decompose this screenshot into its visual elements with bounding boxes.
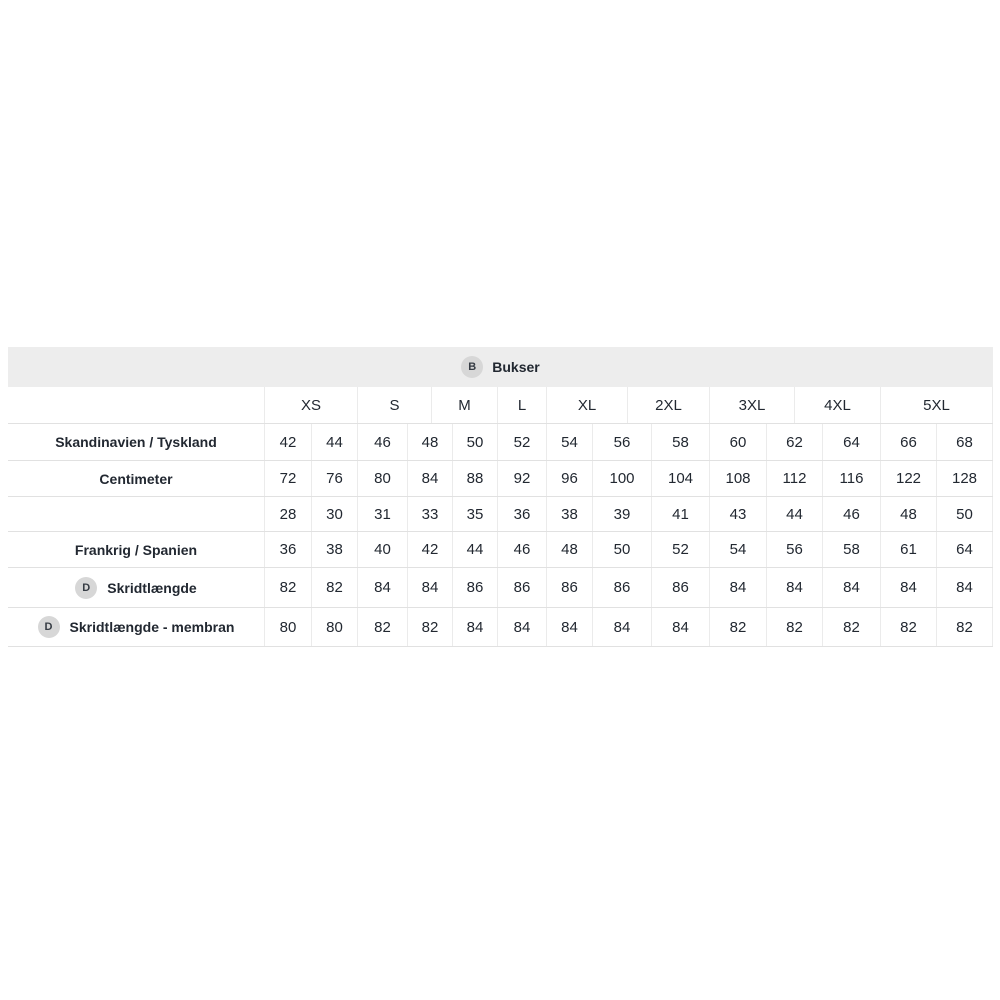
table-cell: 64 (937, 532, 993, 567)
table-cell: 68 (937, 424, 993, 460)
table-row-centimeter (8, 461, 993, 497)
size-header-cell: M (432, 387, 498, 423)
size-header-cell: XL (547, 387, 628, 423)
table-cell: 50 (593, 532, 652, 567)
table-cell: 54 (547, 424, 593, 460)
row-label (8, 497, 265, 531)
table-cell: 44 (453, 532, 498, 567)
size-header-row (8, 387, 993, 424)
table-cell: 50 (937, 497, 993, 531)
category-b-badge-icon: B (461, 356, 483, 378)
table-cell: 82 (710, 608, 767, 646)
size-header-cell: 2XL (628, 387, 710, 423)
table-cell: 72 (265, 461, 312, 496)
table-cell: 38 (547, 497, 593, 531)
table-cell: 82 (767, 608, 823, 646)
table-cell: 82 (312, 568, 358, 607)
table-cell: 42 (408, 532, 453, 567)
table-cell: 44 (767, 497, 823, 531)
size-header-cell: L (498, 387, 547, 423)
table-cell: 82 (881, 608, 937, 646)
table-cell: 80 (358, 461, 408, 496)
table-cell: 82 (265, 568, 312, 607)
table-cell: 44 (312, 424, 358, 460)
table-cell: 38 (312, 532, 358, 567)
table-cell: 128 (937, 461, 993, 496)
table-cell: 104 (652, 461, 710, 496)
table-row-skridtlaengde (8, 568, 993, 608)
row-label (8, 568, 265, 607)
table-cell: 36 (498, 497, 547, 531)
table-cell: 42 (265, 424, 312, 460)
table-cell: 92 (498, 461, 547, 496)
table-cell: 84 (937, 568, 993, 607)
table-cell: 56 (593, 424, 652, 460)
size-header-cell: XS (265, 387, 358, 423)
table-cell: 52 (652, 532, 710, 567)
table-cell: 82 (823, 608, 881, 646)
table-cell: 33 (408, 497, 453, 531)
table-cell: 84 (408, 568, 453, 607)
table-cell: 46 (823, 497, 881, 531)
table-cell: 40 (358, 532, 408, 567)
table-cell: 80 (312, 608, 358, 646)
chart-title: Bukser (492, 359, 540, 375)
table-cell: 61 (881, 532, 937, 567)
table-cell: 48 (881, 497, 937, 531)
table-cell: 82 (408, 608, 453, 646)
table-cell: 48 (408, 424, 453, 460)
table-cell: 84 (453, 608, 498, 646)
table-row-skandinavien-tyskland (8, 424, 993, 461)
table-cell: 84 (767, 568, 823, 607)
size-header-cell: 4XL (795, 387, 881, 423)
table-cell: 50 (453, 424, 498, 460)
chart-header-bar (8, 347, 993, 387)
table-cell: 60 (710, 424, 767, 460)
table-cell: 41 (652, 497, 710, 531)
measure-d-badge-icon: D (75, 577, 97, 599)
table-cell: 46 (498, 532, 547, 567)
table-cell: 84 (823, 568, 881, 607)
row-label (8, 608, 265, 646)
table-cell: 52 (498, 424, 547, 460)
size-header-cell: S (358, 387, 432, 423)
size-header-cell: 3XL (710, 387, 795, 423)
table-cell: 86 (498, 568, 547, 607)
table-cell: 56 (767, 532, 823, 567)
table-cell: 76 (312, 461, 358, 496)
table-cell: 62 (767, 424, 823, 460)
size-header-cell: 5XL (881, 387, 993, 423)
table-cell: 84 (358, 568, 408, 607)
table-cell: 64 (823, 424, 881, 460)
table-row-frankrig-spanien (8, 532, 993, 568)
table-cell: 86 (547, 568, 593, 607)
table-cell: 96 (547, 461, 593, 496)
table-cell: 43 (710, 497, 767, 531)
table-cell: 58 (823, 532, 881, 567)
table-cell: 84 (881, 568, 937, 607)
table-cell: 48 (547, 532, 593, 567)
table-cell: 86 (652, 568, 710, 607)
table-row-skridtlaengde-membran (8, 608, 993, 647)
table-cell: 84 (498, 608, 547, 646)
table-cell: 30 (312, 497, 358, 531)
table-cell: 86 (593, 568, 652, 607)
row-label: Centimeter (8, 461, 265, 496)
table-cell: 31 (358, 497, 408, 531)
table-cell: 84 (408, 461, 453, 496)
table-cell: 35 (453, 497, 498, 531)
size-header-spacer (8, 387, 265, 423)
table-cell: 46 (358, 424, 408, 460)
table-cell: 58 (652, 424, 710, 460)
measure-d-badge-icon: D (38, 616, 60, 638)
table-cell: 86 (453, 568, 498, 607)
table-cell: 82 (937, 608, 993, 646)
table-cell: 122 (881, 461, 937, 496)
table-cell: 100 (593, 461, 652, 496)
table-cell: 80 (265, 608, 312, 646)
table-cell: 82 (358, 608, 408, 646)
row-label: Skandinavien / Tyskland (8, 424, 265, 460)
table-cell: 54 (710, 532, 767, 567)
row-label-text: Skridtlængde (107, 579, 197, 596)
table-cell: 112 (767, 461, 823, 496)
table-cell: 116 (823, 461, 881, 496)
table-cell: 88 (453, 461, 498, 496)
table-cell: 84 (593, 608, 652, 646)
table-cell: 66 (881, 424, 937, 460)
table-cell: 84 (652, 608, 710, 646)
table-cell: 28 (265, 497, 312, 531)
size-chart-table (8, 347, 993, 647)
table-cell: 39 (593, 497, 652, 531)
row-label-text: Skridtlængde - membran (69, 619, 235, 635)
table-cell: 36 (265, 532, 312, 567)
table-cell: 84 (710, 568, 767, 607)
row-label: Frankrig / Spanien (8, 532, 265, 567)
table-cell: 84 (547, 608, 593, 646)
table-cell: 108 (710, 461, 767, 496)
table-row-inches (8, 497, 993, 532)
